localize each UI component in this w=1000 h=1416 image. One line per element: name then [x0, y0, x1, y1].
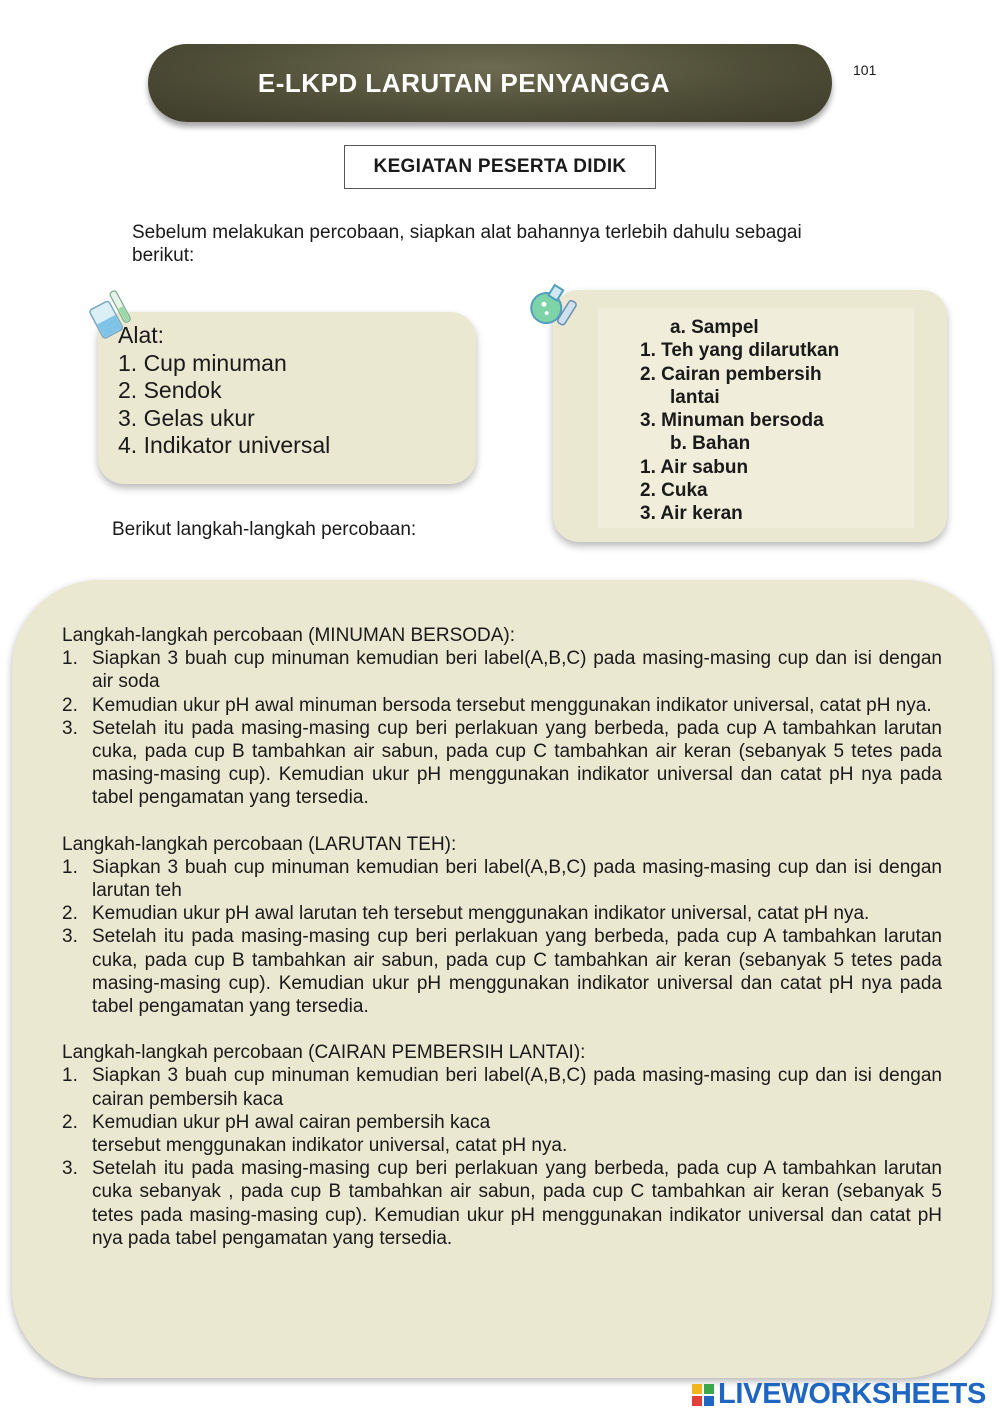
- procedure-section-pembersih: [62, 1041, 942, 1250]
- procedure-heading: Langkah-langkah percobaan (MINUMAN BERSODA):: [62, 625, 516, 646]
- procedure-step: 2. Kemudian ukur pH awal larutan teh tersebut menggunakan indikator universal, catat pH nya.: [62, 902, 942, 925]
- bahan-item: 1. Air sabun: [640, 457, 749, 478]
- sampel-item: 1. Teh yang dilarutkan: [640, 340, 840, 361]
- step-text: Kemudian ukur pH awal minuman bersoda tersebut menggunakan indikator universal, catat pH nya.: [92, 694, 932, 716]
- bahan-item: 3. Air keran: [640, 503, 743, 524]
- procedure-step: 1. Siapkan 3 buah cup minuman kemudian beri label(A,B,C) pada masing-masing cup dan isi dengan air soda: [62, 648, 942, 693]
- step-text: Setelah itu pada masing-masing cup beri perlakuan yang berbeda, pada cup A tambahkan larutan cuka sebanyak , pada cup B tambahkan air sabun, pada cup C tambahkan air keran (sebanyak 5 tetes pada masing-masing cup). Kemudian ukur pH menggunakan indikator universal dan catat pH nya pada tabel pengamatan yang tersedia.: [92, 1158, 942, 1249]
- procedure-heading: Langkah-langkah percobaan (CAIRAN PEMBERSIH LANTAI):: [62, 1042, 586, 1064]
- procedure-list: [62, 624, 942, 1273]
- steps-intro: Berikut langkah-langkah percobaan:: [112, 519, 417, 540]
- alat-item: 3. Gelas ukur: [118, 404, 255, 431]
- procedure-step: 3. Setelah itu pada masing-masing cup beri perlakuan yang berbeda, pada cup A tambahkan larutan cuka sebanyak , pada cup B tambahkan air sabun, pada cup C tambahkan air keran (sebanyak 5 tetes pada masing-masing cup). Kemudian ukur pH menggunakan indikator universal dan catat pH nya pada tabel pengamatan yang tersedia.: [62, 1158, 942, 1249]
- procedure-step: 2. Kemudian ukur pH awal cairan pembersih kaca tersebut menggunakan indikator universal, catat pH nya.: [62, 1111, 942, 1157]
- liveworksheets-logo[interactable]: [692, 1378, 986, 1411]
- step-text: Siapkan 3 buah cup minuman kemudian beri label(A,B,C) pada masing-masing cup dan isi dengan air soda: [92, 648, 942, 693]
- page-number: 101: [853, 62, 877, 78]
- procedure-step: 3. Setelah itu pada masing-masing cup beri perlakuan yang berbeda, pada cup A tambahkan larutan cuka, pada cup B tambahkan air sabun, pada cup C tambahkan air keran (sebanyak 5 tetes pada masing-masing cup). Kemudian ukur pH menggunakan indikator universal dan catat pH nya pada tabel pengamatan yang tersedia.: [62, 926, 942, 1018]
- step-text: Setelah itu pada masing-masing cup beri perlakuan yang berbeda, pada cup A tambahkan larutan cuka, pada cup B tambahkan air sabun, pada cup C tambahkan air keran (sebanyak 5 tetes pada masing-masing cup). Kemudian ukur pH menggunakan indikator universal dan catat pH nya pada tabel pengamatan yang tersedia.: [92, 926, 942, 1018]
- logo-text: LIVEWORKSHEETS: [718, 1378, 987, 1410]
- sampel-item: 3. Minuman bersoda: [640, 410, 824, 431]
- alat-heading: Alat:: [118, 322, 165, 348]
- alat-item: 1. Cup minuman: [118, 349, 287, 376]
- step-text: Setelah itu pada masing-masing cup beri perlakuan yang berbeda, pada cup A tambahkan larutan cuka, pada cup B tambahkan air sabun, pada cup C tambahkan air keran (sebanyak 5 tetes pada masing-masing cup). Kemudian ukur pH menggunakan indikator universal dan catat pH nya pada tabel pengamatan yang tersedia.: [92, 717, 942, 809]
- logo-tiles-icon: [692, 1384, 714, 1406]
- procedure-heading: Langkah-langkah percobaan (LARUTAN TEH):: [62, 833, 457, 855]
- intro-text: Sebelum melakukan percobaan, siapkan alat bahannya terlebih dahulu sebagai berikut:: [132, 222, 802, 266]
- procedure-step: 2. Kemudian ukur pH awal minuman bersoda tersebut menggunakan indikator universal, catat pH nya.: [62, 694, 942, 717]
- step-text: Kemudian ukur pH awal larutan teh tersebut menggunakan indikator universal, catat pH nya.: [92, 903, 870, 925]
- section-subtitle: KEGIATAN PESERTA DIDIK: [344, 145, 656, 189]
- bahan-item: 2. Cuka: [640, 480, 708, 501]
- sampel-heading: a. Sampel: [670, 317, 759, 338]
- step-text: Siapkan 3 buah cup minuman kemudian beri label(A,B,C) pada masing-masing cup dan isi dengan cairan pembersih kaca: [92, 1065, 942, 1110]
- sampel-item: lantai: [670, 387, 720, 408]
- alat-list: [118, 322, 330, 460]
- step-text: Kemudian ukur pH awal cairan pembersih kaca tersebut menggunakan indikator universal, catat pH nya.: [92, 1111, 568, 1157]
- alat-item: 2. Sendok: [118, 377, 222, 403]
- bahan-heading: b. Bahan: [670, 433, 751, 454]
- procedure-step: 1. Siapkan 3 buah cup minuman kemudian beri label(A,B,C) pada masing-masing cup dan isi dengan cairan pembersih kaca: [62, 1065, 942, 1110]
- step-text: Siapkan 3 buah cup minuman kemudian beri label(A,B,C) pada masing-masing cup dan isi dengan larutan teh: [92, 856, 942, 902]
- procedure-step: 3. Setelah itu pada masing-masing cup beri perlakuan yang berbeda, pada cup A tambahkan larutan cuka, pada cup B tambahkan air sabun, pada cup C tambahkan air keran (sebanyak 5 tetes pada masing-masing cup). Kemudian ukur pH menggunakan indikator universal dan catat pH nya pada tabel pengamatan yang tersedia.: [62, 717, 942, 809]
- sampel-item: 2. Cairan pembersih: [640, 364, 822, 385]
- procedure-section-teh: [62, 833, 942, 1019]
- page-title: E-LKPD LARUTAN PENYANGGA: [257, 67, 671, 98]
- procedure-section-soda: [62, 624, 942, 810]
- procedure-step: 1. Siapkan 3 buah cup minuman kemudian beri label(A,B,C) pada masing-masing cup dan isi dengan larutan teh: [62, 856, 942, 902]
- alat-item: 4. Indikator universal: [118, 432, 331, 458]
- title-banner: [148, 44, 832, 122]
- chemistry-flask-icon: [518, 276, 590, 338]
